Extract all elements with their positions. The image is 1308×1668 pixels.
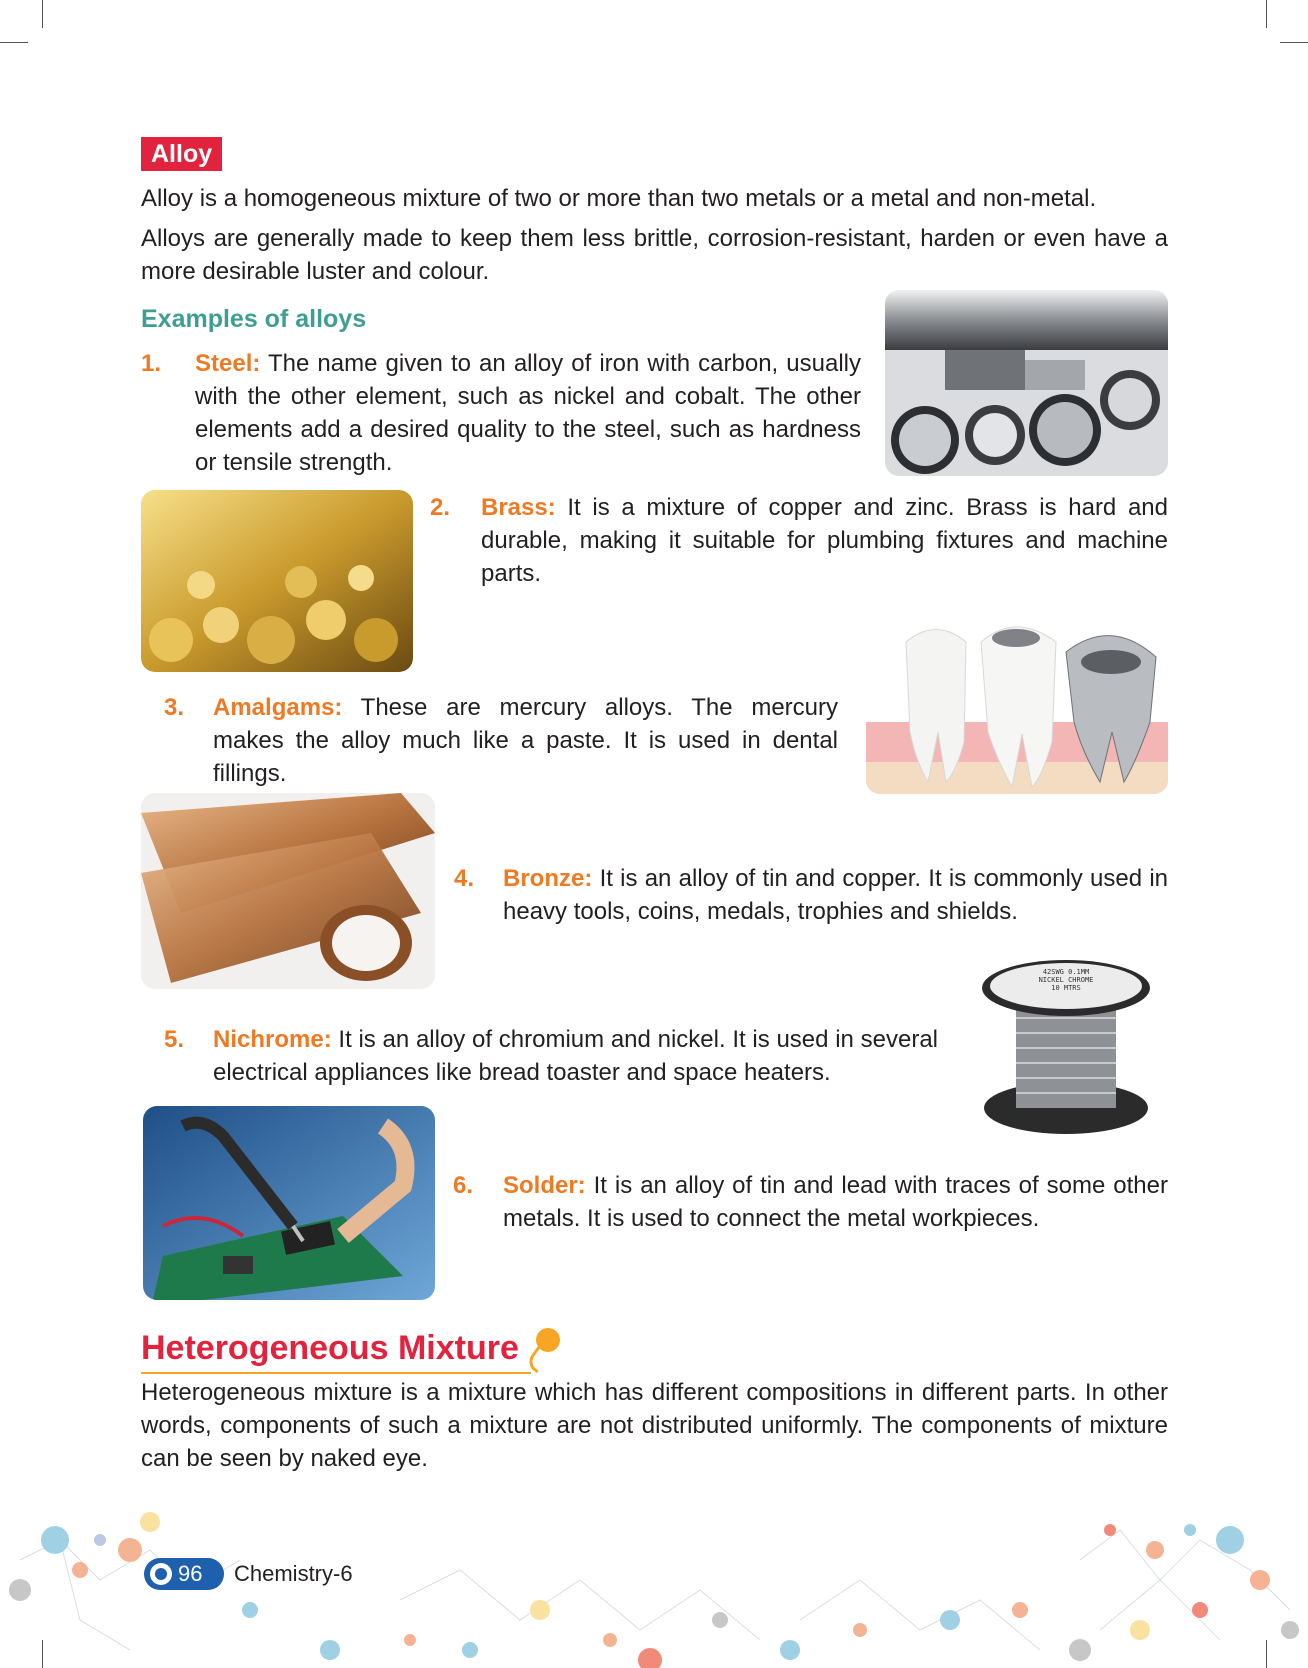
item-number: 6. xyxy=(453,1172,474,1199)
crop-mark xyxy=(1280,42,1308,43)
item-number: 1. xyxy=(141,350,162,377)
examples-heading: Examples of alloys xyxy=(141,305,367,333)
item-term: Solder: xyxy=(503,1172,586,1199)
spool-label-line: NICKEL CHROME xyxy=(1038,976,1094,984)
item-term: Amalgams: xyxy=(213,694,343,721)
item-number: 5. xyxy=(164,1026,185,1053)
item-term: Bronze: xyxy=(503,865,593,892)
crop-mark xyxy=(0,42,28,43)
item-description: These are mercury alloys. The mercury makes the alloy much like a paste. It is used in dental fillings. xyxy=(213,694,838,787)
bronze-tubes-image xyxy=(141,793,435,989)
item-description: It is an alloy of chromium and nickel. It is used in several electrical appliances like bread toaster and space heaters. xyxy=(213,1026,938,1086)
item-text xyxy=(503,1169,1168,1235)
page-badge-icon xyxy=(150,1563,172,1585)
item-number: 4. xyxy=(454,865,475,892)
item-term: Nichrome: xyxy=(213,1026,332,1053)
page-number: 96 xyxy=(178,1561,203,1586)
title-underline xyxy=(141,1372,531,1374)
alloy-tag: Alloy xyxy=(141,137,222,171)
spool-label-line: 10 MTRS xyxy=(1051,984,1081,992)
example-steel xyxy=(141,347,861,483)
dental-amalgam-image xyxy=(866,612,1168,794)
item-text xyxy=(213,691,838,790)
item-number: 2. xyxy=(430,494,451,521)
item-text xyxy=(213,1023,938,1089)
heterogeneous-title: Heterogeneous Mixture xyxy=(141,1329,519,1367)
spool-label-line: 42SWG 0.1MM xyxy=(1042,968,1090,976)
item-text xyxy=(195,347,861,479)
example-bronze xyxy=(454,862,1168,930)
item-text xyxy=(481,491,1168,590)
example-amalgams xyxy=(164,691,838,793)
item-description: It is an alloy of tin and copper. It is commonly used in heavy tools, coins, medals, trophies and shields. xyxy=(503,865,1168,925)
item-term: Steel: xyxy=(195,350,261,377)
alloy-definition: Alloy is a homogeneous mixture of two or more than two metals or a metal and non-metal. xyxy=(141,185,1097,212)
example-brass xyxy=(430,491,1168,593)
alloy-purpose: Alloys are generally made to keep them less brittle, corrosion-resistant, harden or even have a more desirable luster and colour. xyxy=(141,225,1168,285)
page-number-badge xyxy=(144,1558,224,1590)
item-description: It is a mixture of copper and zinc. Brass is hard and durable, making it suitable for plumbing fixtures and machine parts. xyxy=(481,494,1168,587)
book-title: Chemistry-6 xyxy=(234,1561,353,1586)
steel-pipes-image xyxy=(885,290,1168,476)
brass-rods-image xyxy=(141,490,413,672)
example-solder xyxy=(453,1169,1168,1237)
item-number: 3. xyxy=(164,694,185,721)
crop-mark xyxy=(1266,0,1267,28)
spool-label xyxy=(1018,968,1114,992)
item-text xyxy=(503,862,1168,928)
crop-mark xyxy=(42,0,43,28)
heterogeneous-body: Heterogeneous mixture is a mixture which has different compositions in different parts. In other words, components of such a mixture are not distributed uniformly. The components of mixture can be seen by naked eye. xyxy=(141,1379,1168,1472)
item-description: The name given to an alloy of iron with carbon, usually with the other element, such as nickel and cobalt. The other elements add a desired quality to the steel, such as hardness or tensile strength. xyxy=(195,350,861,476)
example-nichrome xyxy=(164,1023,938,1091)
item-term: Brass: xyxy=(481,494,556,521)
soldering-circuit-board-image xyxy=(143,1106,435,1300)
item-description: It is an alloy of tin and lead with traces of some other metals. It is used to connect the metal workpieces. xyxy=(503,1172,1168,1232)
